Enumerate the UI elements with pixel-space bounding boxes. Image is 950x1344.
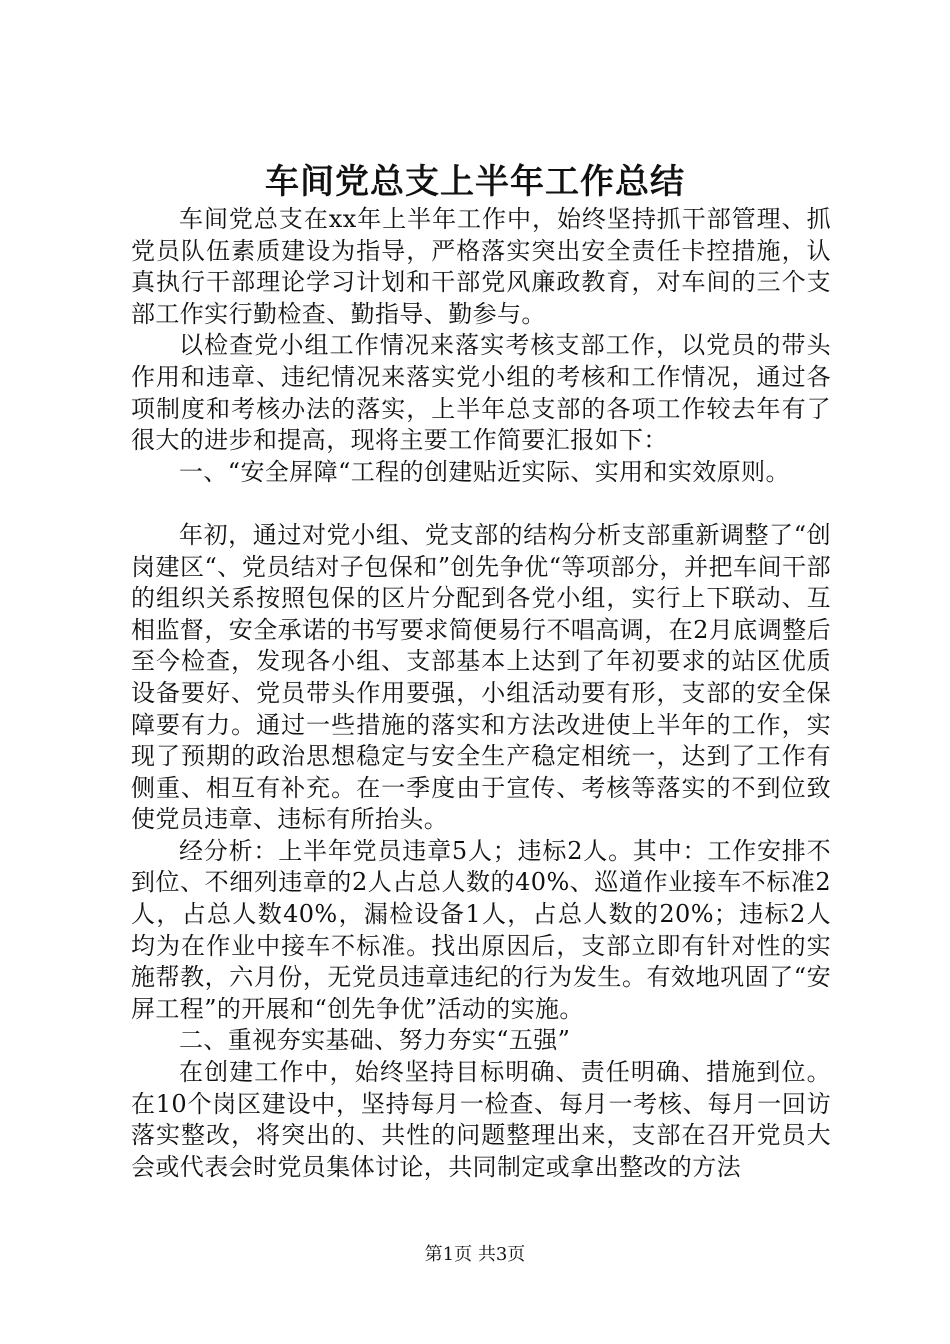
- paragraph-analysis: 经分析：上半年党员违章5人；违标2人。其中：工作安排不到位、不细列违章的2人占总人数的40%、巡道作业接车不标准2人，占总人数40%，漏检设备1人，占总人数的20%；违标2人均为在作业中接车不标准。找出原因后，支部立即有针对性的实施帮教，六月份，无党员违章违纪的行为发生。有效地巩固了“安屏工程”的开展和“创先争优”活动的实施。: [131, 836, 831, 1023]
- document-body: [131, 204, 831, 1183]
- paragraph-section1-detail: 年初，通过对党小组、党支部的结构分析支部重新调整了“创岗建区“、党员结对子包保和”创先争优“等项部分，并把车间干部的组织关系按照包保的区片分配到各党小组，实行上下联动、互相监督，安全承诺的书写要求简便易行不唱高调，在2月底调整后至今检查，发现各小组、支部基本上达到了年初要求的站区优质设备要好、党员带头作用要强，小组活动要有形，支部的安全保障要有力。通过一些措施的落实和方法改进使上半年的工作，实现了预期的政治思想稳定与安全生产稳定相统一，达到了工作有侧重、相互有补充。在一季度由于宣传、考核等落实的不到位致使党员违章、违标有所抬头。: [131, 520, 831, 834]
- section-heading-2: 二、重视夯实基础、努力夯实“五强”: [179, 1026, 571, 1055]
- page-number-footer: 第1页 共3页: [424, 1244, 526, 1265]
- section-heading-1: 一、“安全屏障“工程的创建贴近实际、实用和实效原则。: [179, 457, 790, 486]
- paragraph-intro: 车间党总支在xx年上半年工作中，始终坚持抓干部管理、抓党员队伍素质建设为指导，严格落实突出安全责任卡控措施，认真执行干部理论学习计划和干部党风廉政教育，对车间的三个支部工作实行勤检查、勤指导、勤参与。: [131, 205, 831, 328]
- paragraph-overview: 以检查党小组工作情况来落实考核支部工作，以党员的带头作用和违章、违纪情况来落实党小组的考核和工作情况，通过各项制度和考核办法的落实，上半年总支部的各项工作较去年有了很大的进步和提高，现将主要工作简要汇报如下：: [131, 331, 831, 455]
- document-title: 车间党总支上半年工作总结: [265, 162, 685, 202]
- paragraph-section2-detail: 在创建工作中，始终坚持目标明确、责任明确、措施到位。在10个岗区建设中，坚持每月一检查、每月一考核、每月一回访落实整改，将突出的、共性的问题整理出来，支部在召开党员大会或代表会时党员集体讨论，共同制定或拿出整改的方法: [131, 1058, 831, 1181]
